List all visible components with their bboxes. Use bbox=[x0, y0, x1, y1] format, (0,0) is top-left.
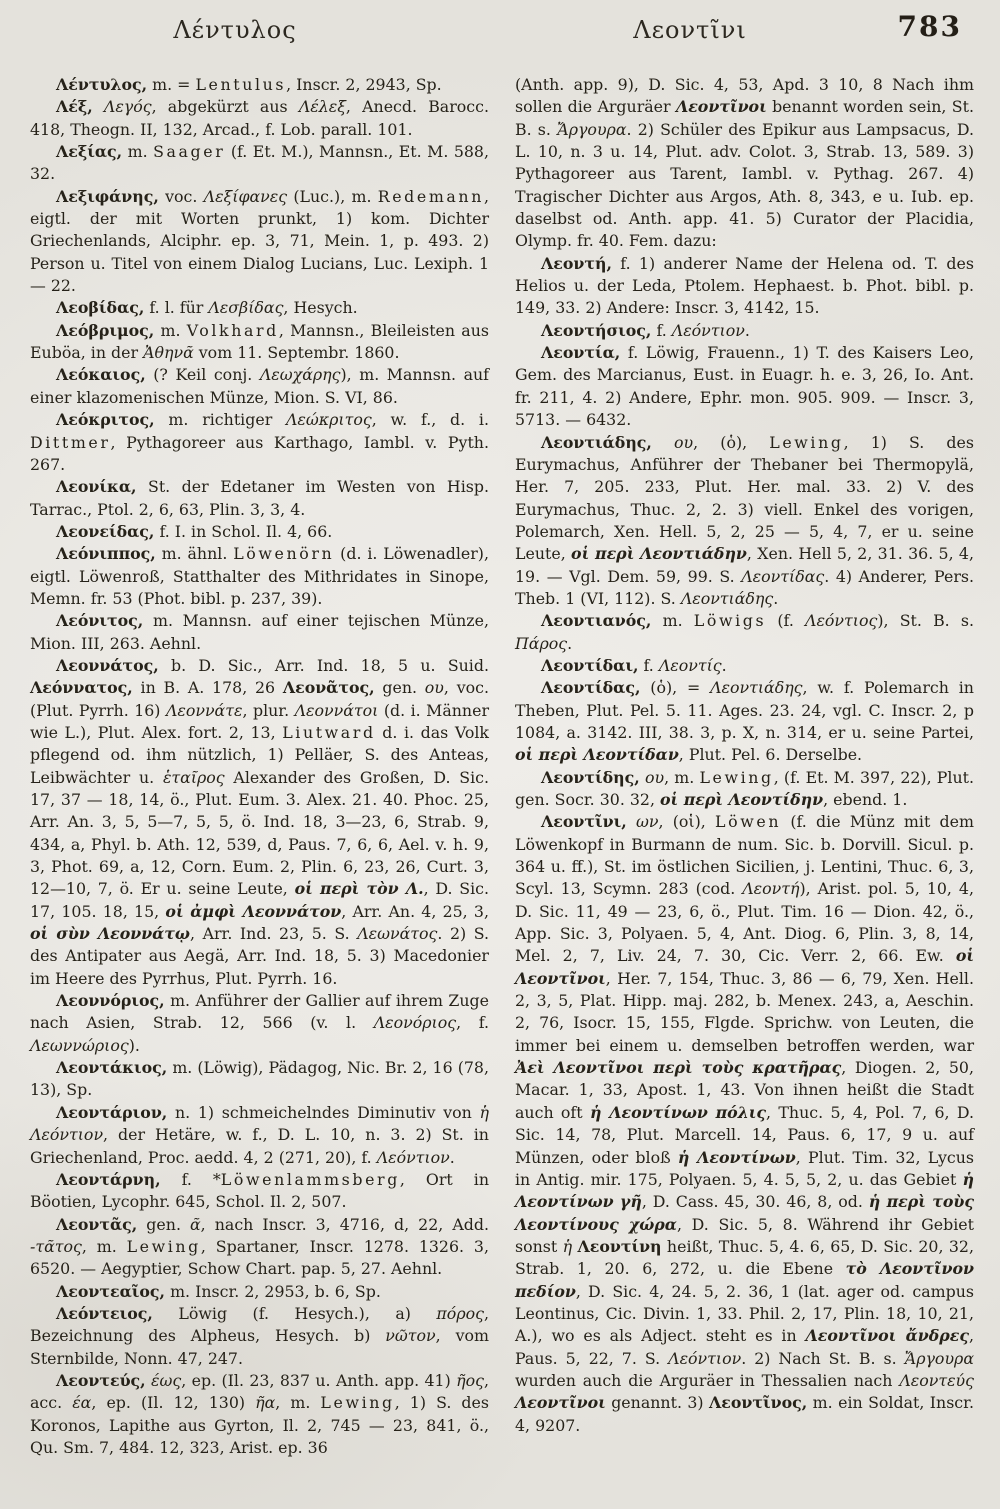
inline-emphasis: Λεοννάτε bbox=[165, 700, 243, 720]
inline-emphasis: Λεόντιον bbox=[376, 1147, 450, 1167]
inline-emphasis: Lentulus bbox=[195, 75, 287, 94]
entry-headword: Λέντυλος, bbox=[56, 75, 148, 94]
inline-emphasis: Löwigs bbox=[693, 611, 767, 631]
inline-emphasis: Λεωχάρης bbox=[259, 365, 341, 385]
entry-headword: Λεόνιππος, bbox=[56, 544, 156, 564]
entry-headword: Λεοντῖνος, bbox=[709, 1393, 808, 1413]
inline-emphasis: οἱ Λεοντῖνοι bbox=[515, 946, 974, 988]
inline-emphasis: Lewing bbox=[699, 767, 774, 787]
inline-emphasis: -τᾶτος bbox=[30, 1236, 82, 1256]
inline-emphasis: Λεοντίδας bbox=[741, 566, 825, 586]
entry-headword: Λεοντήσιος, bbox=[541, 320, 652, 340]
inline-emphasis: Λέλεξ bbox=[298, 97, 346, 117]
entry-paragraph: Λεοννόριος, m. Anführer der Gallier auf ihrem Zuge nach Asien, Strab. 12, 566 (v. l. Λεονόριος, f. Λεωννώριος). bbox=[30, 991, 489, 1055]
inline-emphasis: Lewing bbox=[126, 1236, 201, 1256]
inline-emphasis: Ἀθηνᾶ bbox=[143, 343, 194, 363]
entry-paragraph: Λεόνιππος, m. ähnl. Löwenörn (d. i. Löwenadler), eigtl. Löwenroß, Statthalter des Mithridates in Sinope, Memn. fr. 53 (Phot. bibl. p. 237, 39). bbox=[30, 544, 489, 608]
inline-emphasis: οἱ σὺν Λεοννάτῳ bbox=[30, 924, 190, 944]
inline-emphasis: ᾶ bbox=[190, 1214, 201, 1234]
inline-emphasis: Ἄργουρα bbox=[904, 1348, 974, 1368]
entry-headword: Λεοντάρνη, bbox=[56, 1169, 161, 1189]
inline-emphasis: Ἀεὶ Λεοντῖνοι περὶ τοὺς κρατῆρας bbox=[515, 1058, 842, 1078]
inline-emphasis: Λεοντῖνοι bbox=[515, 1393, 606, 1413]
inline-emphasis: Λεόντιον bbox=[671, 320, 745, 340]
inline-emphasis: ἑταῖρος bbox=[162, 767, 225, 787]
entry-paragraph: Λεοβίδας, f. l. für Λεσβίδας, Hesych. bbox=[56, 298, 358, 318]
entry-headword: Λεξίας, bbox=[56, 142, 123, 162]
inline-emphasis: Λεοντίς bbox=[658, 655, 722, 675]
inline-emphasis: οἱ περὶ Λεοντίδαν bbox=[515, 745, 679, 765]
entry-headword: Λεοντάριον, bbox=[56, 1102, 168, 1122]
entry-paragraph: Λεοντάκιος, m. (Löwig), Pädagog, Nic. Br. 2, 16 (78, 13), Sp. bbox=[30, 1058, 489, 1100]
inline-emphasis: Λεοντῖνοι bbox=[675, 97, 767, 117]
inline-emphasis: Λεόντιος bbox=[805, 611, 878, 631]
entry-headword: Λεόνιτος, bbox=[56, 611, 144, 631]
entry-paragraph: Λεοντιανός, m. Löwigs (f. Λεόντιος), St. B. s. Πάρος. bbox=[515, 611, 975, 653]
entry-paragraph: Λεοντίδας, (ὁ), = Λεοντιάδης, w. f. Polemarch in Theben, Plut. Pel. 5. 11. Ages. 23. 24, vgl. C. Inscr. 2, p 1084, a. 3142. III, 38. 3, p. X, n. 314, er u. seine Partei, οἱ περὶ Λεοντίδαν, Plut. Pel. 6. Derselbe. bbox=[515, 678, 974, 765]
inline-emphasis: Volkhard bbox=[186, 320, 279, 340]
inline-emphasis: Λεωννώριος bbox=[30, 1035, 129, 1055]
inline-emphasis: Λεονόριος bbox=[373, 1013, 457, 1033]
running-head-right: Λεοντῖνι bbox=[633, 16, 747, 44]
inline-emphasis: οἱ περὶ Λεοντιάδην bbox=[571, 544, 747, 564]
inline-emphasis: τὸ Λεοντῖνον πεδίον bbox=[515, 1259, 974, 1301]
inline-emphasis: Λεοννάτοι bbox=[294, 700, 379, 720]
entry-headword: Λεοντία, bbox=[541, 343, 621, 363]
inline-emphasis: Πάρος bbox=[515, 633, 568, 653]
entry-headword: Λεοβίδας, bbox=[56, 298, 145, 318]
inline-emphasis: οἱ ἀμφὶ Λεοννάτον bbox=[165, 901, 342, 921]
inline-emphasis: Löwenörn bbox=[233, 544, 335, 564]
entry-paragraph: (Anth. app. 9), D. Sic. 4, 53, Apd. 3 10, 8 Nach ihm sollen die Arguräer Λεοντῖνοι benannt worden sein, St. B. s. Ἄργουρα. 2) Schüler des Epikur aus Lampsacus, D. L. 10, n. 3 u. 14, Plut. adv. Colot. 3, Strab. 13, 589. 3) Pythagoreer aus Tarent, Iambl. v. Pythag. 267. 4) Tragischer Dichter aus Argos, Ath. 8, 343, e u. Iub. ep. daselbst od. Anth. app. 41. 5) Curator der Placidia, Olymp. fr. 40. Fem. dazu: bbox=[515, 75, 974, 251]
entry-headword: Λεόκριτος, bbox=[56, 410, 155, 430]
inline-emphasis: έα bbox=[72, 1393, 92, 1413]
inline-emphasis: ου bbox=[424, 678, 444, 698]
column-right bbox=[515, 74, 974, 1459]
inline-emphasis: Λεωνάτος bbox=[357, 924, 438, 944]
inline-emphasis: ἡ Λεοντίνων bbox=[677, 1147, 796, 1167]
entry-paragraph: Λεονίκα, St. der Edetaner im Westen von Hisp. Tarrac., Ptol. 2, 6, 63, Plin. 3, 3, 4. bbox=[30, 477, 489, 519]
entry-headword: Λεοντᾶς, bbox=[56, 1214, 138, 1234]
entry-headword: Λεοντίδης, bbox=[541, 767, 640, 787]
entry-headword: Λέξ, bbox=[56, 97, 93, 117]
inline-emphasis: Saager bbox=[153, 142, 226, 162]
entry-headword: Λεόκαιος, bbox=[56, 365, 146, 385]
inline-emphasis: έως bbox=[151, 1370, 182, 1390]
entry-headword: Λεοντή, bbox=[541, 253, 612, 273]
inline-emphasis: Λεοντιάδης bbox=[710, 678, 803, 698]
entry-paragraph: Λεόντειος, Löwig (f. Hesych.), a) πόρος, Bezeichnung des Alpheus, Hesych. b) νῶτον, vom Sternbilde, Nonn. 47, 247. bbox=[30, 1303, 489, 1368]
inline-emphasis: ἡ Λεόντιον bbox=[30, 1102, 489, 1145]
entry-headword: Λεονᾶτος, bbox=[282, 678, 375, 698]
entry-headword: Λεοντάκιος, bbox=[56, 1058, 168, 1078]
inline-emphasis: Löwenlammsberg bbox=[220, 1169, 400, 1189]
entry-headword: Λεοννάτος, bbox=[56, 655, 159, 675]
inline-emphasis: Λεοντιάδης bbox=[680, 588, 774, 608]
inline-emphasis: Lewing bbox=[769, 432, 844, 452]
entry-paragraph: Λέξ, Λεγός, abgekürzt aus Λέλεξ, Anecd. Barocc. 418, Theogn. II, 132, Arcad., f. Lob. parall. 101. bbox=[30, 97, 490, 139]
entry-paragraph: Λεξιφάνης, voc. Λεξίφανες (Luc.), m. Redemann, eigtl. der mit Worten prunkt, 1) kom. Dichter Griechenlands, Alciphr. ep. 3, 71, Mein. 1, p. 493. 2) Person u. Titel von einem Dialog Lucians, Luc. Lexiph. 1 — 22. bbox=[30, 186, 489, 296]
entry-headword: Λεόβριμος, bbox=[56, 320, 155, 340]
entry-headword: Λεόννατος, bbox=[30, 678, 133, 698]
page-header bbox=[0, 0, 1000, 62]
entry-paragraph: Λεοντήσιος, f. Λεόντιον. bbox=[541, 320, 750, 340]
inline-emphasis: Dittmer bbox=[30, 432, 111, 452]
inline-emphasis: πόρος bbox=[436, 1303, 484, 1323]
entry-paragraph: Λεόκαιος, (? Keil conj. Λεωχάρης), m. Mannsn. auf einer klazomenischen Münze, Mion. S. VI, 86. bbox=[30, 365, 490, 407]
entry-headword: Λεοντεύς, bbox=[56, 1370, 146, 1390]
inline-emphasis: Λεοντῖνοι ἄνδρες bbox=[805, 1326, 969, 1346]
entry-paragraph: Λέντυλος, m. = Lentulus, Inscr. 2, 2943, Sp. bbox=[56, 75, 442, 94]
page-number: 783 bbox=[897, 10, 962, 43]
entry-paragraph: Λεονείδας, f. I. in Schol. Il. 4, 66. bbox=[56, 521, 333, 541]
inline-emphasis: ου bbox=[644, 767, 665, 787]
inline-emphasis: Löwen bbox=[715, 812, 782, 832]
inline-emphasis: ῆα bbox=[255, 1393, 276, 1413]
inline-emphasis: ἡ περὶ τοὺς Λεοντίνους χώρα bbox=[515, 1192, 974, 1234]
inline-emphasis: ων bbox=[635, 812, 659, 832]
inline-emphasis: ου bbox=[674, 432, 694, 452]
inline-emphasis: ἡ Λεοντίνων γῆ bbox=[515, 1169, 974, 1212]
inline-emphasis: ἡ Λεοντίνων πόλις bbox=[589, 1102, 767, 1122]
entry-headword: Λεξιφάνης, bbox=[56, 186, 159, 206]
entry-paragraph: Λεοννάτος, b. D. Sic., Arr. Ind. 18, 5 u. Suid. Λεόννατος, in B. A. 178, 26 Λεονᾶτος, gen. ου, voc. (Plut. Pyrrh. 16) Λεοννάτε, plur. Λεοννάτοι (d. i. Männer wie L.), Plut. Alex. fort. 2, 13, Liutward d. i. das Volk pflegend od. ihm nützlich, 1) Pelläer, S. des Anteas, Leibwächter u. ἑταῖρος Alexander des Großen, D. Sic. 17, 37 — 18, 14, ö., Plut. Eum. 3. Alex. 21. 40. Phoc. 25, Arr. An. 3, 5, 5—7, 5, 5, ö. Ind. 18, 3—23, 6, Strab. 9, 434, a, Phyl. b. Ath. 12, 539, d, Paus. 7, 6, 6, Ael. v. h. 9, 3, Phot. 69, a, 12, Corn. Eum. 2, Plin. 6, 23, 26, Curt. 3, 12—10, 7, ö. Er u. seine Leute, οἱ περὶ τὸν Λ., D. Sic. 17, 105. 18, 15, οἱ ἀμφὶ Λεοννάτον, Arr. An. 4, 25, 3, οἱ σὺν Λεοννάτῳ, Arr. Ind. 23, 5. S. Λεωνάτος. 2) S. des Antipater aus Aegä, Arr. Ind. 18, 5. 3) Macedonier im Heere des Pyrrhus, Plut. Pyrrh. 16. bbox=[30, 655, 490, 988]
inline-emphasis: ἡ bbox=[562, 1236, 573, 1256]
inline-emphasis: Λεόντιον bbox=[668, 1348, 742, 1368]
entry-paragraph: Λεοντία, f. Löwig, Frauenn., 1) T. des Kaisers Leo, Gem. des Marcianus, Eust. in Euagr. h. e. 3, 26, Io. Ant. fr. 211, 4. 2) Andere, Ephr. mon. 905. 909. — Inscr. 3, 5713. — 6432. bbox=[515, 343, 974, 430]
inline-emphasis: Λεσβίδας bbox=[208, 298, 284, 318]
inline-emphasis: Λεοντή bbox=[742, 879, 800, 899]
entry-paragraph: Λεοντιάδης, ου, (ὁ), Lewing, 1) S. des Eurymachus, Anführer der Thebaner bei Thermopylä, Her. 7, 205. 233, Plut. Her. mal. 33. 2) V. des Eurymachus, Thuc. 2, 2. 3) viell. Enkel des vorigen, Polemarch, Xen. Hell. 5, 2, 25 — 5, 4, 7, er u. seine Leute, οἱ περὶ Λεοντιάδην, Xen. Hell 5, 2, 31. 36. 5, 4, 19. — Vgl. Dem. 59, 99. S. Λεοντίδας. 4) Anderer, Pers. Theb. 1 (VI, 112). S. Λεοντιάδης. bbox=[515, 432, 974, 608]
inline-emphasis: οἱ περὶ Λεοντίδην bbox=[660, 790, 824, 809]
entry-paragraph: Λεόνιτος, m. Mannsn. auf einer tejischen Münze, Mion. III, 263. Aehnl. bbox=[30, 611, 489, 653]
inline-emphasis: Λεγός bbox=[103, 97, 152, 117]
inline-emphasis: Λεξίφανες bbox=[203, 186, 288, 206]
inline-emphasis: ῆος bbox=[456, 1370, 484, 1390]
inline-emphasis: νῶτον bbox=[385, 1326, 436, 1346]
entry-paragraph: Λεοντᾶς, gen. ᾶ, nach Inscr. 3, 4716, d, 22, Add. -τᾶτος, m. Lewing, Spartaner, Inscr. 1278. 1326. 3, 6520. — Aegyptier, Schow Chart. pap. 5, 27. Aehnl. bbox=[30, 1214, 489, 1279]
entry-paragraph: Λεοντίδης, ου, m. Lewing, (f. Et. M. 397, 22), Plut. gen. Socr. 30. 32, οἱ περὶ Λεοντίδην, ebend. 1. bbox=[515, 767, 974, 809]
entry-paragraph: Λεόβριμος, m. Volkhard, Mannsn., Bleileisten aus Euböa, in der Ἀθηνᾶ vom 11. Septembr. 1860. bbox=[30, 320, 489, 363]
entry-headword: Λεοντιανός, bbox=[541, 611, 652, 631]
entry-paragraph: Λεοντῖνι, ων, (οἱ), Löwen (f. die Münz mit dem Löwenkopf in Burmann de num. Sic. b. Dorvill. Sicul. p. 364 u. ff.), St. im östlichen Sicilien, j. Lentini, Thuc. 6, 3, Scyl. 13, Scymn. 283 (cod. Λεοντή), Arist. pol. 5, 10, 4, D. Sic. 11, 49 — 23, 6, ö., Plut. Tim. 16 — Dion. 42, ö., App. Sic. 3, Polyaen. 5, 4, Ant. Diog. 6, Plin. 3, 8, 14, Mel. 2, 7, Liv. 24, 7. 30, Cic. Verr. 2, 66. Ew. οἱ Λεοντῖνοι, Her. 7, 154, Thuc. 3, 86 — 6, 79, Xen. Hell. 2, 3, 5, Plat. Hipp. maj. 282, b. Menex. 243, a, Aeschin. 2, 76, Isocr. 15, 155, Flgde. Sprichw. von Leuten, die immer bei einem u. demselben betroffen werden, war Ἀεὶ Λεοντῖνοι περὶ τοὺς κρατῆρας, Diogen. 2, 50, Macar. 1, 33, Apost. 1, 43. Von ihnen heißt die Stadt auch oft ἡ Λεοντίνων πόλις, Thuc. 5, 4, Pol. 7, 6, D. Sic. 14, 78, Plut. Marcell. 14, Paus. 6, 17, 9 u. auf Münzen, oder bloß ἡ Λεοντίνων, Plut. Tim. 32, Lycus in Antig. mir. 175, Polyaen. 5, 4. 5, 5, 2, u. das Gebiet ἡ Λεοντίνων γῆ, D. Cass. 45, 30. 46, 8, od. ἡ περὶ τοὺς Λεοντίνους χώρα, D. Sic. 5, 8. Während ihr Gebiet sonst ἡ Λεοντίνη heißt, Thuc. 5, 4. 6, 65, D. Sic. 20, 32, Strab. 1, 20. 6, 272, u. die Ebene τὸ Λεοντῖνον πεδίον, D. Sic. 4, 24. 5, 2. 36, 1 (lat. ager od. campus Leontinus, Cic. Divin. 1, 33. Phil. 2, 17, Plin. 18, 10, 21, A.), wo es als Adject. steht es in Λεοντῖνοι ἄνδρες, Paus. 5, 22, 7. S. Λεόντιον. 2) Nach St. B. s. Ἄργουρα wurden auch die Arguräer in Thessalien nach Λεοντεύς Λεοντῖνοι genannt. 3) Λεοντῖνος, m. ein Soldat, Inscr. 4, 9207. bbox=[515, 812, 975, 1435]
inline-emphasis: Liutward bbox=[282, 722, 376, 742]
text-columns bbox=[0, 62, 1000, 1459]
inline-emphasis: Λεοντεύς bbox=[899, 1370, 974, 1390]
entry-headword: Λεοντίδαι, bbox=[541, 655, 639, 675]
entry-paragraph: Λεοντίδαι, f. Λεοντίς. bbox=[541, 655, 727, 675]
inline-emphasis: Ἄργουρα bbox=[557, 119, 627, 139]
entry-headword: Λεοντίδας, bbox=[541, 678, 641, 698]
inline-emphasis: Λεώκριτος bbox=[286, 410, 372, 430]
running-head-left: Λέντυλος bbox=[173, 16, 297, 44]
entry-paragraph: Λεοντεύς, έως, ep. (Il. 23, 837 u. Anth. app. 41) ῆος, acc. έα, ep. (Il. 12, 130) ῆα, m. Lewing, 1) S. des Koronos, Lapithe aus Gyrton, Il. 2, 745 — 23, 841, ö., Qu. Sm. 7, 484. 12, 323, Arist. ep. 36 bbox=[30, 1370, 489, 1457]
entry-paragraph: Λεοντεαῖος, m. Inscr. 2, 2953, b. 6, Sp. bbox=[56, 1281, 381, 1301]
inline-emphasis: Lewing bbox=[320, 1393, 395, 1413]
entry-paragraph: Λεόκριτος, m. richtiger Λεώκριτος, w. f., d. i. Dittmer, Pythagoreer aus Karthago, Iambl. v. Pyth. 267. bbox=[30, 410, 490, 474]
entry-headword: Λεονείδας, bbox=[56, 521, 155, 541]
entry-headword: Λεοννόριος, bbox=[56, 991, 165, 1011]
entry-headword: Λεοντῖνι, bbox=[541, 812, 627, 832]
entry-headword: Λεονίκα, bbox=[56, 477, 137, 497]
entry-paragraph: Λεοντή, f. 1) anderer Name der Helena od. T. des Helios u. der Leda, Ptolem. Hephaest. b. Phot. bibl. p. 149, 33. 2) Andere: Inscr. 3, 4142, 15. bbox=[515, 253, 974, 318]
entry-paragraph: Λεοντάριον, n. 1) schmeichelndes Diminutiv von ἡ Λεόντιον, der Hetäre, w. f., D. L. 10, n. 3. 2) St. in Griechenland, Proc. aedd. 4, 2 (271, 20), f. Λεόντιον. bbox=[30, 1102, 489, 1167]
entry-headword: Λεοντιάδης, bbox=[541, 432, 652, 452]
entry-paragraph: Λεξίας, m. Saager (f. Et. M.), Mannsn., Et. M. 588, 32. bbox=[30, 142, 489, 184]
entry-headword: Λεοντίνη bbox=[577, 1236, 662, 1256]
entry-paragraph: Λεοντάρνη, f. *Löwenlammsberg, Ort in Böotien, Lycophr. 645, Schol. Il. 2, 507. bbox=[30, 1169, 489, 1212]
entry-headword: Λεόντειος, bbox=[56, 1303, 153, 1323]
inline-emphasis: οἱ περὶ τὸν Λ. bbox=[294, 879, 424, 899]
column-left bbox=[30, 74, 489, 1459]
inline-emphasis: Redemann bbox=[377, 186, 484, 206]
entry-headword: Λεοντεαῖος, bbox=[56, 1281, 166, 1301]
